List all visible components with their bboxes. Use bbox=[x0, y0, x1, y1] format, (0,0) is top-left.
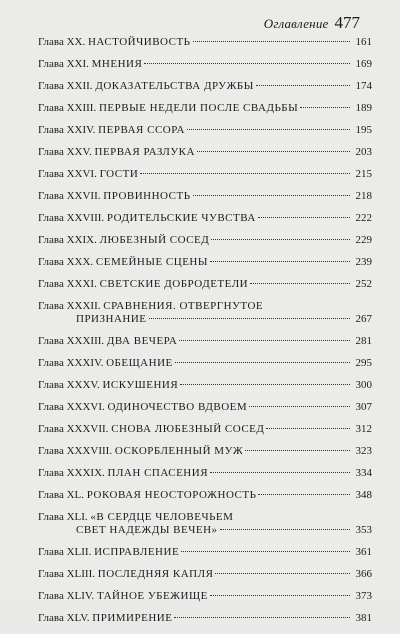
dot-leader bbox=[180, 384, 350, 385]
chapter-title: НАСТОЙЧИВОСТЬ bbox=[87, 36, 191, 48]
toc-entry bbox=[38, 612, 372, 625]
chapter-title: ИСКУШЕНИЯ bbox=[102, 379, 179, 391]
chapter-page: 218 bbox=[355, 190, 372, 202]
toc-entry bbox=[38, 278, 372, 291]
chapter-page: 189 bbox=[355, 102, 372, 114]
chapter-title: ОСКОРБЛЕННЫЙ МУЖ bbox=[114, 445, 244, 457]
chapter-title: ОБЕЩАНИЕ bbox=[106, 357, 173, 369]
toc-entry bbox=[38, 212, 372, 225]
dot-leader bbox=[210, 595, 350, 596]
chapter-title: РОКОВАЯ НЕОСТОРОЖНОСТЬ bbox=[86, 489, 257, 501]
chapter-page: 252 bbox=[355, 278, 372, 290]
chapter-page: 195 bbox=[355, 124, 372, 136]
dot-leader bbox=[175, 362, 350, 363]
running-head bbox=[264, 13, 360, 33]
chapter-page: 161 bbox=[355, 36, 372, 48]
chapter-page: 215 bbox=[355, 168, 372, 180]
chapter-page: 353 bbox=[355, 524, 372, 536]
dot-leader bbox=[210, 472, 350, 473]
dot-leader bbox=[144, 63, 350, 64]
chapter-title: «В СЕРДЦЕ ЧЕЛОВЕЧЬЕМ bbox=[90, 511, 234, 523]
chapter-page: 281 bbox=[355, 335, 372, 347]
chapter-number: Глава XXXVIII. bbox=[38, 445, 113, 457]
toc-entry bbox=[38, 401, 372, 414]
toc-entry bbox=[38, 300, 372, 326]
chapter-number: Глава XXVII. bbox=[38, 190, 101, 202]
chapter-page: 381 bbox=[355, 612, 372, 624]
chapter-number: Глава XXX. bbox=[38, 256, 94, 268]
dot-leader bbox=[187, 129, 350, 130]
dot-leader bbox=[250, 283, 350, 284]
toc-entry-second-line bbox=[38, 313, 372, 326]
chapter-title: ПРИМИРЕНИЕ bbox=[92, 612, 173, 624]
dot-leader bbox=[245, 450, 350, 451]
chapter-number: Глава XX. bbox=[38, 36, 86, 48]
chapter-title-continued: ПРИЗНАНИЕ bbox=[76, 313, 147, 325]
dot-leader bbox=[300, 107, 350, 108]
chapter-number: Глава XXXI. bbox=[38, 278, 97, 290]
chapter-title: ТАЙНОЕ УБЕЖИЩЕ bbox=[96, 590, 208, 602]
toc-entry-first-line bbox=[38, 511, 372, 524]
dot-leader bbox=[256, 85, 350, 86]
toc-entry bbox=[38, 445, 372, 458]
toc-entry bbox=[38, 190, 372, 203]
chapter-page: 300 bbox=[355, 379, 372, 391]
chapter-title: ПЛАН СПАСЕНИЯ bbox=[107, 467, 209, 479]
chapter-number: Глава XXV. bbox=[38, 146, 92, 158]
chapter-title: ИСПРАВЛЕНИЕ bbox=[94, 546, 180, 558]
chapter-title: СРАВНЕНИЯ. ОТВЕРГНУТОЕ bbox=[103, 300, 264, 312]
toc-entry bbox=[38, 379, 372, 392]
chapter-title: ПЕРВЫЕ НЕДЕЛИ ПОСЛЕ СВАДЬБЫ bbox=[98, 102, 299, 114]
chapter-page: 366 bbox=[355, 568, 372, 580]
chapter-title: МНЕНИЯ bbox=[91, 58, 143, 70]
toc-entry bbox=[38, 546, 372, 559]
toc-entry bbox=[38, 511, 372, 537]
toc-entry bbox=[38, 146, 372, 159]
chapter-title-continued: СВЕТ НАДЕЖДЫ ВЕЧЕН» bbox=[76, 524, 218, 536]
chapter-number: Глава XLV. bbox=[38, 612, 90, 624]
chapter-number: Глава XXVIII. bbox=[38, 212, 105, 224]
dot-leader bbox=[193, 41, 350, 42]
chapter-title: ПРОВИННОСТЬ bbox=[103, 190, 191, 202]
toc-entry bbox=[38, 590, 372, 603]
table-of-contents bbox=[38, 36, 372, 634]
chapter-title: СВЕТСКИЕ ДОБРОДЕТЕЛИ bbox=[99, 278, 249, 290]
dot-leader bbox=[215, 573, 350, 574]
chapter-number: Глава XXII. bbox=[38, 80, 93, 92]
page-number: 477 bbox=[334, 13, 360, 32]
chapter-number: Глава XL. bbox=[38, 489, 84, 501]
toc-entry-second-line bbox=[38, 524, 372, 537]
chapter-number: Глава XXXIV. bbox=[38, 357, 104, 369]
chapter-page: 295 bbox=[355, 357, 372, 369]
chapter-page: 169 bbox=[355, 58, 372, 70]
toc-entry bbox=[38, 36, 372, 49]
toc-entry bbox=[38, 256, 372, 269]
chapter-number: Глава XLI. bbox=[38, 511, 88, 523]
dot-leader bbox=[266, 428, 350, 429]
toc-entry bbox=[38, 234, 372, 247]
dot-leader bbox=[197, 151, 350, 152]
chapter-number: Глава XXXV. bbox=[38, 379, 100, 391]
toc-entry bbox=[38, 102, 372, 115]
chapter-number: Глава XXXVI. bbox=[38, 401, 105, 413]
chapter-title: ГОСТИ bbox=[99, 168, 139, 180]
chapter-page: 174 bbox=[355, 80, 372, 92]
chapter-page: 361 bbox=[355, 546, 372, 558]
running-title: Оглавление bbox=[263, 16, 329, 31]
chapter-title: ПОСЛЕДНЯЯ КАПЛЯ bbox=[97, 568, 214, 580]
dot-leader bbox=[174, 617, 350, 618]
chapter-number: Глава XXXVII. bbox=[38, 423, 109, 435]
chapter-page: 334 bbox=[355, 467, 372, 479]
chapter-number: Глава XLII. bbox=[38, 546, 92, 558]
chapter-number: Глава XXIV. bbox=[38, 124, 96, 136]
dot-leader bbox=[179, 340, 350, 341]
chapter-title: ЛЮБЕЗНЫЙ СОСЕД bbox=[99, 234, 210, 246]
toc-entry bbox=[38, 467, 372, 480]
chapter-page: 323 bbox=[355, 445, 372, 457]
dot-leader bbox=[258, 217, 350, 218]
dot-leader bbox=[258, 494, 350, 495]
chapter-page: 239 bbox=[355, 256, 372, 268]
dot-leader bbox=[149, 318, 350, 319]
chapter-page: 373 bbox=[355, 590, 372, 602]
toc-entry bbox=[38, 489, 372, 502]
chapter-title: РОДИТЕЛЬСКИЕ ЧУВСТВА bbox=[106, 212, 256, 224]
dot-leader bbox=[211, 239, 350, 240]
toc-entry bbox=[38, 168, 372, 181]
chapter-page: 312 bbox=[355, 423, 372, 435]
chapter-title: СНОВА ЛЮБЕЗНЫЙ СОСЕД bbox=[111, 423, 265, 435]
toc-entry bbox=[38, 124, 372, 137]
chapter-number: Глава XXXII. bbox=[38, 300, 101, 312]
dot-leader bbox=[249, 406, 350, 407]
chapter-title: ПЕРВАЯ РАЗЛУКА bbox=[94, 146, 195, 158]
toc-entry bbox=[38, 80, 372, 93]
toc-entry bbox=[38, 357, 372, 370]
toc-entry-first-line bbox=[38, 300, 372, 313]
chapter-page: 203 bbox=[355, 146, 372, 158]
toc-entry bbox=[38, 423, 372, 436]
chapter-title: ОДИНОЧЕСТВО ВДВОЕМ bbox=[107, 401, 248, 413]
toc-entry bbox=[38, 58, 372, 71]
toc-entry bbox=[38, 335, 372, 348]
dot-leader bbox=[220, 529, 350, 530]
chapter-number: Глава XXIII. bbox=[38, 102, 97, 114]
chapter-number: Глава XXVI. bbox=[38, 168, 97, 180]
dot-leader bbox=[193, 195, 350, 196]
chapter-title: ДВА ВЕЧЕРА bbox=[106, 335, 178, 347]
chapter-number: Глава XLIV. bbox=[38, 590, 95, 602]
toc-entry bbox=[38, 568, 372, 581]
chapter-number: Глава XXXIX. bbox=[38, 467, 105, 479]
chapter-title: СЕМЕЙНЫЕ СЦЕНЫ bbox=[95, 256, 208, 268]
chapter-page: 307 bbox=[355, 401, 372, 413]
chapter-number: Глава XXIX. bbox=[38, 234, 97, 246]
chapter-number: Глава XLIII. bbox=[38, 568, 95, 580]
dot-leader bbox=[210, 261, 350, 262]
chapter-number: Глава XXI. bbox=[38, 58, 89, 70]
chapter-title: ПЕРВАЯ ССОРА bbox=[98, 124, 185, 136]
chapter-page: 229 bbox=[355, 234, 372, 246]
dot-leader bbox=[181, 551, 350, 552]
chapter-page: 222 bbox=[355, 212, 372, 224]
chapter-page: 267 bbox=[355, 313, 372, 325]
dot-leader bbox=[140, 173, 350, 174]
chapter-number: Глава XXXIII. bbox=[38, 335, 105, 347]
chapter-title: ДОКАЗАТЕЛЬСТВА ДРУЖБЫ bbox=[95, 80, 254, 92]
chapter-page: 348 bbox=[355, 489, 372, 501]
